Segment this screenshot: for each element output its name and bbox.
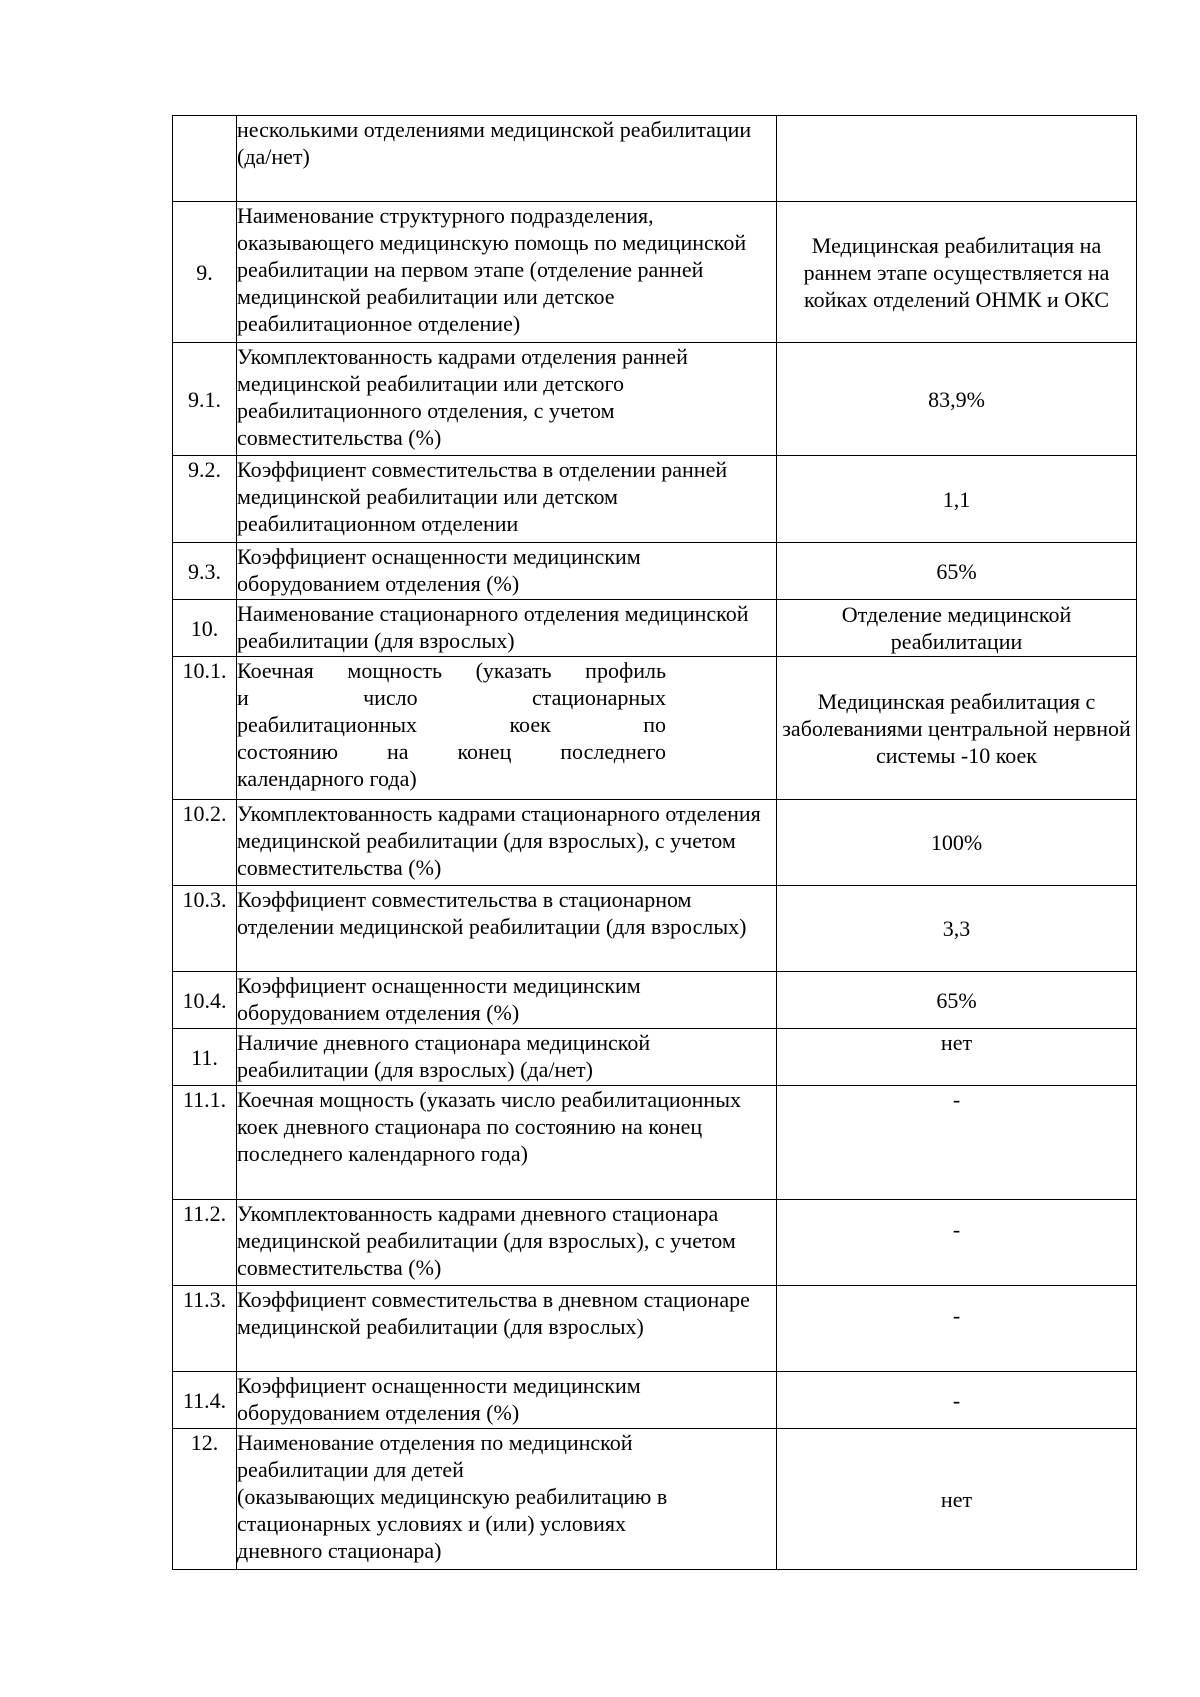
description-line: стационарных условиях и (или) условиях [237, 1511, 627, 1536]
row-value: - [777, 1086, 1137, 1200]
description-line [237, 657, 666, 684]
description-line: Наименование отделения по медицинской [237, 1430, 633, 1455]
row-description: Наименование стационарного отделения медицинской реабилитации (для взрослых) [237, 600, 777, 657]
table-row [173, 1029, 1137, 1086]
row-value: - [777, 1372, 1137, 1429]
text-fragment: реабилитационных [237, 712, 418, 737]
table-row [173, 456, 1137, 543]
table-row [173, 116, 1137, 202]
row-number: 10. [173, 600, 237, 657]
description-line: календарного года) [237, 766, 417, 791]
table-row [173, 1286, 1137, 1372]
table-row [173, 1086, 1137, 1200]
row-description: Укомплектованность кадрами отделения ранней медицинской реабилитации или детского реабилитационного отделения, с учетом совместительства (%) [237, 343, 777, 456]
row-value [777, 116, 1137, 202]
text-fragment: по [643, 712, 666, 737]
row-description: Коэффициент совместительства в дневном стационаре медицинской реабилитации (для взрослых) [237, 1286, 777, 1372]
row-number: 10.4. [173, 972, 237, 1029]
row-value: - [777, 1286, 1137, 1372]
description-line: реабилитации для детей [237, 1457, 464, 1482]
row-description: Коэффициент оснащенности медицинским оборудованием отделения (%) [237, 543, 777, 600]
row-description: Коэффициент оснащенности медицинским оборудованием отделения (%) [237, 1372, 777, 1429]
row-number: 9.1. [173, 343, 237, 456]
row-number: 10.3. [173, 886, 237, 972]
row-number: 9.2. [173, 456, 237, 543]
description-line [237, 711, 666, 738]
row-number: 11. [173, 1029, 237, 1086]
text-fragment: мощность [347, 658, 442, 683]
row-number: 9. [173, 202, 237, 343]
row-number: 9.3. [173, 543, 237, 600]
row-description: Наличие дневного стационара медицинской реабилитации (для взрослых) (да/нет) [237, 1029, 777, 1086]
row-value: 3,3 [777, 886, 1137, 972]
table-row [173, 886, 1137, 972]
row-number: 10.2. [173, 800, 237, 886]
row-description [237, 1429, 777, 1570]
row-value: нет [777, 1029, 1137, 1086]
row-description: Укомплектованность кадрами стационарного отделения медицинской реабилитации (для взрослых), с учетом совместительства (%) [237, 800, 777, 886]
row-value: 1,1 [777, 456, 1137, 543]
description-line [237, 738, 666, 765]
row-value: Медицинская реабилитация с заболеваниями центральной нервной системы -10 коек [777, 657, 1137, 800]
text-fragment: число [363, 685, 418, 710]
rehabilitation-table [172, 115, 1137, 1570]
table-row [173, 543, 1137, 600]
description-line: (оказывающих медицинскую реабилитацию в [237, 1484, 668, 1509]
table-row [173, 600, 1137, 657]
row-description: Наименование структурного подразделения, оказывающего медицинскую помощь по медицинской реабилитации на первом этапе (отделение ранней медицинской реабилитации или детское реабилитационное отделение) [237, 202, 777, 343]
table-row [173, 343, 1137, 456]
text-fragment: конец [457, 739, 512, 764]
text-fragment: профиль [585, 658, 666, 683]
description-line [237, 684, 666, 711]
row-description: Укомплектованность кадрами дневного стационара медицинской реабилитации (для взрослых), с учетом совместительства (%) [237, 1200, 777, 1286]
row-description [237, 657, 777, 800]
row-value: 65% [777, 543, 1137, 600]
table-row [173, 800, 1137, 886]
row-number: 12. [173, 1429, 237, 1570]
table-row [173, 1200, 1137, 1286]
row-value: - [777, 1200, 1137, 1286]
text-fragment: состоянию [237, 739, 339, 764]
row-description: Коэффициент совместительства в стационарном отделении медицинской реабилитации (для взрослых) [237, 886, 777, 972]
row-value: нет [777, 1429, 1137, 1570]
table-row [173, 1429, 1137, 1570]
table-row [173, 1372, 1137, 1429]
row-number: 11.4. [173, 1372, 237, 1429]
description-line: дневного стационара) [237, 1538, 442, 1563]
row-value: Отделение медицинской реабилитации [777, 600, 1137, 657]
text-fragment: (указать [475, 658, 552, 683]
row-value: Медицинская реабилитация на раннем этапе осуществляется на койках отделений ОНМК и ОКС [777, 202, 1137, 343]
row-description: Коэффициент совместительства в отделении ранней медицинской реабилитации или детском реабилитационном отделении [237, 456, 777, 543]
row-number [173, 116, 237, 202]
text-fragment: на [387, 739, 409, 764]
text-fragment: и [237, 685, 249, 710]
table-row [173, 202, 1137, 343]
row-number: 11.3. [173, 1286, 237, 1372]
row-number: 11.2. [173, 1200, 237, 1286]
row-value: 100% [777, 800, 1137, 886]
text-fragment: стационарных [531, 685, 666, 710]
text-fragment: Коечная [237, 658, 314, 683]
table-row [173, 972, 1137, 1029]
row-description: несколькими отделениями медицинской реабилитации (да/нет) [237, 116, 777, 202]
row-value: 83,9% [777, 343, 1137, 456]
row-number: 11.1. [173, 1086, 237, 1200]
text-fragment: коек [509, 712, 551, 737]
row-number: 10.1. [173, 657, 237, 800]
row-value: 65% [777, 972, 1137, 1029]
row-description: Коечная мощность (указать число реабилитационных коек дневного стационара по состоянию на конец последнего календарного года) [237, 1086, 777, 1200]
text-fragment: последнего [560, 739, 666, 764]
row-description: Коэффициент оснащенности медицинским оборудованием отделения (%) [237, 972, 777, 1029]
table-row [173, 657, 1137, 800]
